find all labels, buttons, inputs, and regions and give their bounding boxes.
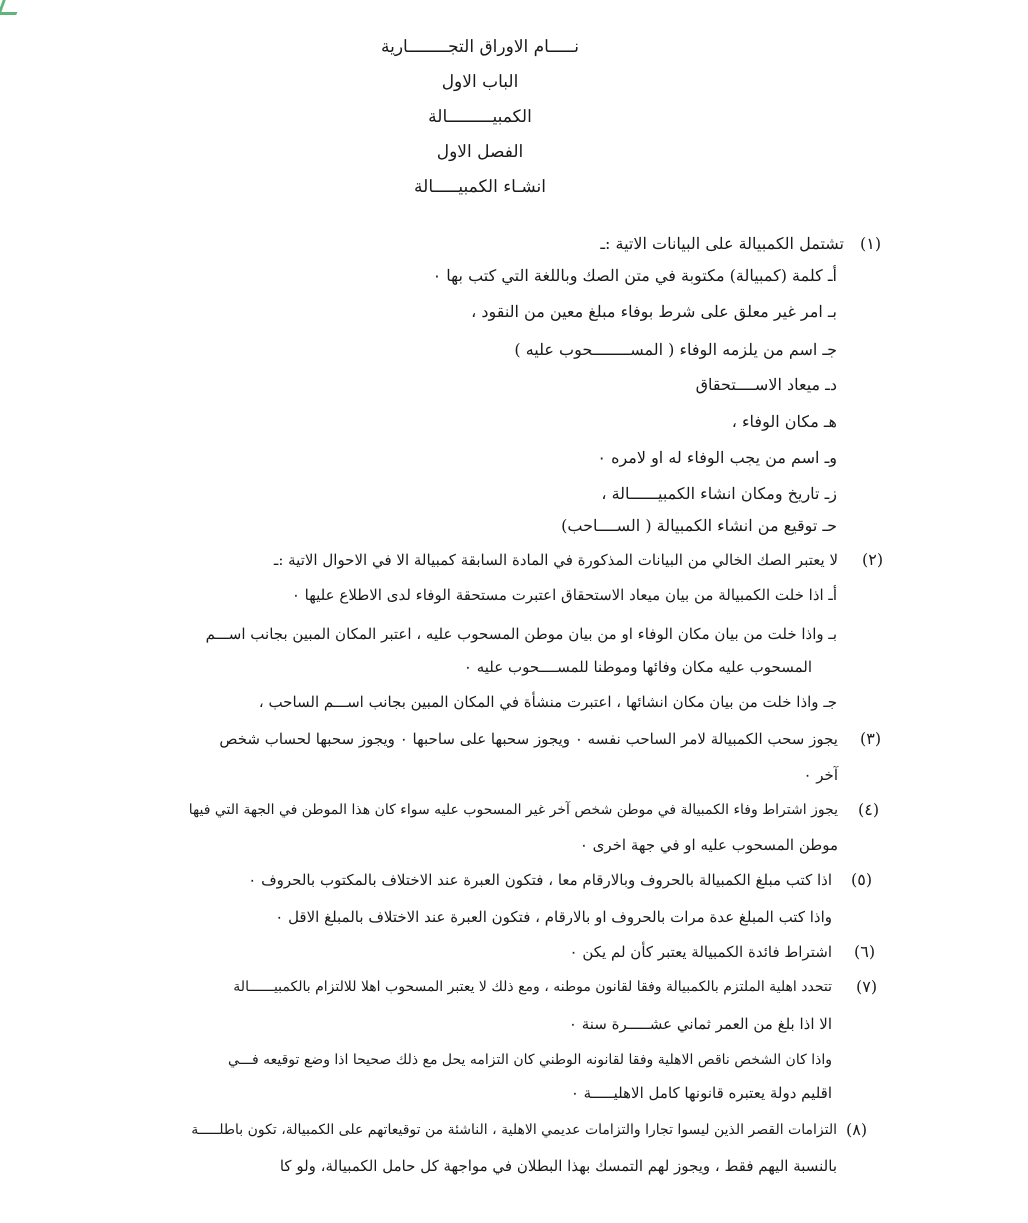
article-text-line: تشتمل الكمبيالة على البيانات الاتية :ـ bbox=[600, 234, 844, 253]
article-number: (٦) bbox=[854, 942, 876, 961]
article-number: (٧) bbox=[856, 977, 878, 996]
article-text-line: دـ ميعاد الاســــتحقاق bbox=[695, 375, 837, 394]
article-text-line: جـ اسم من يلزمه الوفاء ( المســــــــحوب عليه ) bbox=[514, 340, 837, 359]
article-text-line: يجوز سحب الكمبيالة لامر الساحب نفسه ٠ ويجوز سحبها على ساحبها ٠ ويجوز سحبها لحساب شخص bbox=[219, 730, 838, 748]
article-text-line: المسحوب عليه مكان وفائها وموطنا للمســــحوب عليه ٠ bbox=[463, 658, 812, 676]
article-text-line: أـ اذا خلت الكمبيالة من بيان ميعاد الاستحقاق اعتبرت مستحقة الوفاء لدى الاطلاع عليها ٠ bbox=[291, 586, 837, 604]
article-text-line: بالنسبة اليهم فقط ، ويجوز لهم التمسك بهذا البطلان في مواجهة كل حامل الكمبيالة، ولو كا bbox=[279, 1157, 837, 1175]
article-number: (٤) bbox=[858, 800, 880, 819]
chapter-title: الفصل الاول bbox=[436, 142, 524, 162]
heading-block bbox=[300, 30, 660, 205]
article-text-line: واذا كان الشخص ناقص الاهلية وفقا لقانونه الوطني كان التزامه يحل مع ذلك صحيحا اذا وضع توقيعه فـــي bbox=[227, 1052, 832, 1068]
article-text-line: بـ امر غير معلق على شرط بوفاء مبلغ معين من النقود ، bbox=[471, 302, 837, 321]
article-number: (٣) bbox=[860, 729, 882, 748]
corner-mark-icon bbox=[0, 0, 22, 15]
article-text-line: آخر ٠ bbox=[803, 766, 838, 784]
article-number: (٨) bbox=[846, 1120, 868, 1139]
article-text-line: يجوز اشتراط وفاء الكمبيالة في موطن شخص آخر غير المسحوب عليه سواء كان هذا الموطن في الجهة التي فيها bbox=[188, 802, 838, 818]
book-title: الكمبيـــــــــالة bbox=[428, 107, 532, 127]
article-number: (٢) bbox=[862, 550, 884, 569]
article-text-line: اذا كتب مبلغ الكمبيالة بالحروف وبالارقام معا ، فتكون العبرة عند الاختلاف بالمكتوب بالحروف ٠ bbox=[248, 871, 832, 889]
law-title: نـــــام الاوراق التجــــــــارية bbox=[381, 37, 579, 57]
article-text-line: الا اذا بلغ من العمر ثماني عشـــــرة سنة ٠ bbox=[568, 1015, 832, 1033]
article-text-line: لا يعتبر الصك الخالي من البيانات المذكورة في المادة السابقة كمبيالة الا في الاحوال الاتية :ـ bbox=[273, 551, 838, 569]
article-text-line: أـ كلمة (كمبيالة) مكتوبة في متن الصك وباللغة التي كتب بها ٠ bbox=[432, 266, 837, 285]
article-text-line: موطن المسحوب عليه او في جهة اخرى ٠ bbox=[579, 836, 838, 854]
article-text-line: واذا كتب المبلغ عدة مرات بالحروف او بالارقام ، فتكون العبرة عند الاختلاف بالمبلغ الاقل ٠ bbox=[275, 908, 832, 926]
article-text-line: اشتراط فائدة الكمبيالة يعتبر كأن لم يكن ٠ bbox=[569, 943, 832, 961]
article-number: (٥) bbox=[851, 870, 873, 889]
section-title: انشـاء الكمبيـــــالة bbox=[414, 177, 546, 197]
article-text-line: زـ تاريخ ومكان انشاء الكمبيــــــالة ، bbox=[601, 484, 837, 503]
article-number: (١) bbox=[860, 234, 882, 253]
article-text-line: جـ واذا خلت من بيان مكان انشائها ، اعتبرت منشأة في المكان المبين بجانب اســـم الساحب ، bbox=[258, 693, 837, 711]
part-title: الباب الاول bbox=[441, 72, 519, 92]
article-text-line: تتحدد اهلية الملتزم بالكمبيالة وفقا لقانون موطنه ، ومع ذلك لا يعتبر المسحوب اهلا للالتزام بالكمبيــــــالة bbox=[233, 979, 832, 995]
article-text-line: هـ مكان الوفاء ، bbox=[731, 412, 837, 431]
article-text-line: بـ واذا خلت من بيان مكان الوفاء او من بيان موطن المسحوب عليه ، اعتبر المكان المبين بجانب اســـم bbox=[205, 625, 837, 643]
article-text-line: حـ توقيع من انشاء الكمبيالة ( الســــاحب) bbox=[561, 516, 837, 535]
article-text-line: اقليم دولة يعتبره قانونها كامل الاهليـــــة ٠ bbox=[570, 1084, 832, 1102]
article-text-line: وـ اسم من يجب الوفاء له او لامره ٠ bbox=[597, 448, 837, 467]
article-text-line: التزامات القصر الذين ليسوا تجارا والتزامات عديمي الاهلية ، الناشئة من توقيعاتهم على الكمبيالة، تكون باطلـــــة bbox=[191, 1122, 837, 1138]
